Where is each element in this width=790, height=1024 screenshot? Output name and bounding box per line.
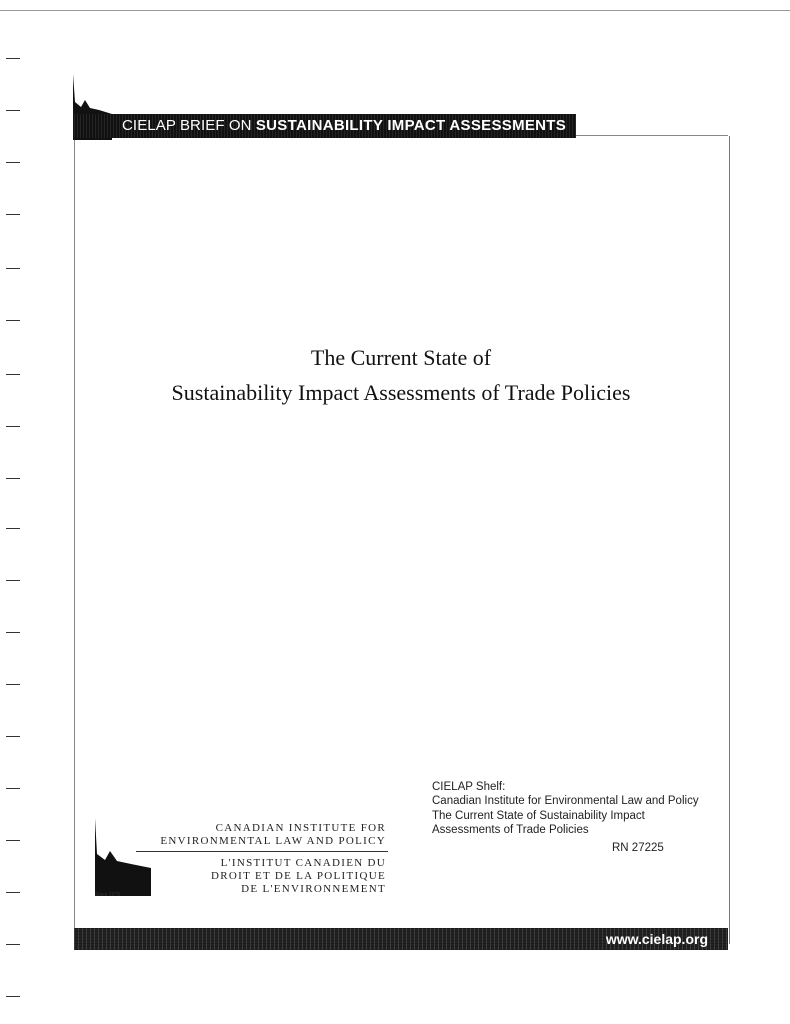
cielap-org-logo-icon bbox=[93, 818, 153, 896]
org-en-line-2: ENVIRONMENTAL LAW AND POLICY bbox=[160, 835, 386, 847]
footer-bar bbox=[74, 928, 728, 950]
shelf-label-block bbox=[432, 780, 742, 855]
header-banner bbox=[74, 114, 576, 138]
banner-text bbox=[122, 114, 566, 138]
frame-top-rule bbox=[575, 135, 728, 136]
logo-caption: Since 1970 bbox=[95, 892, 121, 898]
title-line-2: Sustainability Impact Assessments of Trade Policies bbox=[171, 380, 631, 405]
scan-margin-ticks bbox=[6, 0, 22, 1024]
org-en-line-1: CANADIAN INSTITUTE FOR bbox=[215, 822, 386, 834]
shelf-reference-number: RN 27225 bbox=[612, 842, 664, 855]
org-fr-line-3: DE L'ENVIRONNEMENT bbox=[241, 883, 386, 895]
banner-emphasis: SUSTAINABILITY IMPACT ASSESSMENTS bbox=[255, 117, 567, 134]
shelf-label: CIELAP Shelf: bbox=[432, 781, 506, 793]
shelf-line-2: The Current State of Sustainability Impact bbox=[432, 809, 645, 822]
shelf-line-1: Canadian Institute for Environmental Law and Policy bbox=[432, 795, 699, 808]
title-line-1: The Current State of bbox=[310, 345, 492, 370]
org-fr-line-2: DROIT ET DE LA POLITIQUE bbox=[211, 870, 386, 882]
document-title bbox=[74, 340, 728, 410]
shelf-line-3: Assessments of Trade Policies bbox=[432, 823, 589, 836]
banner-prefix: CIELAP BRIEF ON bbox=[122, 117, 256, 134]
org-fr-line-1: L'INSTITUT CANADIEN DU bbox=[220, 857, 386, 869]
org-name-divider bbox=[136, 851, 388, 852]
website-link[interactable]: www.cielap.org bbox=[605, 931, 708, 947]
org-name-english bbox=[160, 822, 386, 848]
org-name-french bbox=[211, 857, 386, 896]
scan-top-rule bbox=[0, 10, 790, 11]
